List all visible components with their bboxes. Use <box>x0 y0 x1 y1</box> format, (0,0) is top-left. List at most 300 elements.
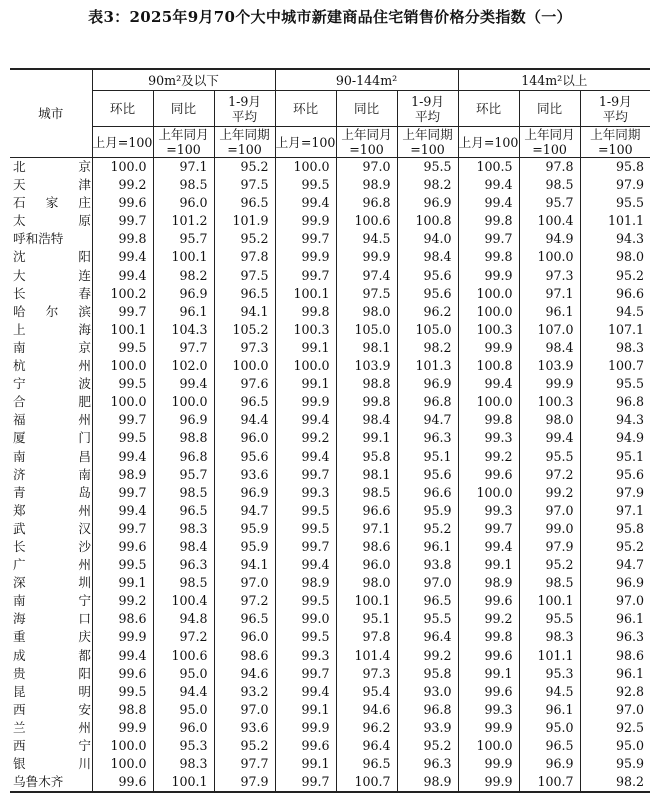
value-cell: 95.2 <box>580 267 650 285</box>
value-cell: 98.8 <box>92 701 153 719</box>
value-cell: 99.4 <box>275 411 336 429</box>
value-cell: 95.6 <box>397 267 458 285</box>
value-cell: 99.7 <box>92 520 153 538</box>
value-cell: 99.9 <box>458 719 519 737</box>
city-name: 成 都 <box>13 647 91 663</box>
table-row <box>10 466 650 484</box>
value-cell: 93.0 <box>397 683 458 701</box>
value-cell: 99.9 <box>458 755 519 773</box>
value-cell: 99.6 <box>458 683 519 701</box>
value-cell: 100.0 <box>275 158 336 177</box>
value-cell: 94.9 <box>519 230 580 248</box>
value-cell: 96.2 <box>397 303 458 321</box>
value-cell: 98.1 <box>336 339 397 357</box>
value-cell: 95.7 <box>153 230 214 248</box>
value-cell: 101.1 <box>580 212 650 230</box>
value-cell: 105.2 <box>214 321 275 339</box>
city-name: 长 沙 <box>13 538 91 554</box>
value-cell: 99.2 <box>397 647 458 665</box>
value-cell: 95.2 <box>214 737 275 755</box>
value-cell: 99.3 <box>458 429 519 447</box>
value-cell: 98.4 <box>153 538 214 556</box>
group-header-medium: 90-144m² <box>275 69 458 91</box>
value-cell: 95.2 <box>397 737 458 755</box>
city-cell <box>10 357 92 375</box>
value-cell: 95.2 <box>214 230 275 248</box>
city-name: 厦 门 <box>13 430 91 446</box>
city-cell <box>10 755 92 773</box>
value-cell: 98.2 <box>397 176 458 194</box>
value-cell: 98.2 <box>397 339 458 357</box>
value-cell: 100.0 <box>458 737 519 755</box>
table-row <box>10 357 650 375</box>
value-cell: 96.3 <box>397 755 458 773</box>
column-name-header: 环比 <box>458 91 519 127</box>
value-cell: 97.5 <box>214 176 275 194</box>
value-cell: 95.6 <box>214 448 275 466</box>
city-cell <box>10 158 92 177</box>
table-row <box>10 701 650 719</box>
value-cell: 99.5 <box>92 339 153 357</box>
value-cell: 95.9 <box>214 538 275 556</box>
value-cell: 99.5 <box>275 176 336 194</box>
value-cell: 94.3 <box>580 411 650 429</box>
table-row <box>10 212 650 230</box>
value-cell: 97.1 <box>519 285 580 303</box>
value-cell: 97.2 <box>214 592 275 610</box>
value-cell: 98.0 <box>519 411 580 429</box>
value-cell: 100.1 <box>153 248 214 266</box>
value-cell: 99.4 <box>275 683 336 701</box>
city-cell <box>10 303 92 321</box>
city-cell <box>10 393 92 411</box>
value-cell: 98.9 <box>92 466 153 484</box>
value-cell: 94.3 <box>580 230 650 248</box>
value-cell: 102.0 <box>153 357 214 375</box>
value-cell: 97.2 <box>519 466 580 484</box>
value-cell: 98.9 <box>336 176 397 194</box>
value-cell: 98.5 <box>153 176 214 194</box>
value-cell: 99.6 <box>92 194 153 212</box>
value-cell: 95.3 <box>519 665 580 683</box>
value-cell: 94.7 <box>580 556 650 574</box>
city-name: 贵 阳 <box>13 665 91 681</box>
value-cell: 96.1 <box>397 538 458 556</box>
value-cell: 100.1 <box>519 592 580 610</box>
table-row <box>10 683 650 701</box>
value-cell: 98.4 <box>397 248 458 266</box>
value-cell: 100.3 <box>519 393 580 411</box>
value-cell: 95.8 <box>336 448 397 466</box>
value-cell: 97.7 <box>214 755 275 773</box>
value-cell: 99.7 <box>92 411 153 429</box>
city-cell <box>10 701 92 719</box>
value-cell: 99.4 <box>92 502 153 520</box>
value-cell: 96.8 <box>336 194 397 212</box>
value-cell: 96.1 <box>519 303 580 321</box>
city-cell <box>10 411 92 429</box>
value-cell: 95.2 <box>214 158 275 177</box>
value-cell: 100.0 <box>92 755 153 773</box>
value-cell: 99.9 <box>92 719 153 737</box>
value-cell: 96.5 <box>214 194 275 212</box>
table-row <box>10 719 650 737</box>
value-cell: 99.1 <box>458 665 519 683</box>
value-cell: 95.1 <box>397 448 458 466</box>
value-cell: 98.8 <box>153 429 214 447</box>
value-cell: 99.5 <box>275 502 336 520</box>
value-cell: 99.0 <box>519 520 580 538</box>
value-cell: 98.4 <box>519 339 580 357</box>
value-cell: 94.0 <box>397 230 458 248</box>
value-cell: 100.1 <box>153 773 214 792</box>
table-row <box>10 574 650 592</box>
value-cell: 99.4 <box>153 375 214 393</box>
value-cell: 96.8 <box>397 701 458 719</box>
city-cell <box>10 719 92 737</box>
table-row <box>10 502 650 520</box>
value-cell: 100.0 <box>519 248 580 266</box>
city-name: 济 南 <box>13 466 91 482</box>
value-cell: 98.3 <box>580 339 650 357</box>
value-cell: 99.6 <box>275 737 336 755</box>
value-cell: 99.9 <box>92 628 153 646</box>
value-cell: 99.4 <box>275 448 336 466</box>
value-cell: 99.1 <box>275 375 336 393</box>
value-cell: 99.5 <box>275 592 336 610</box>
city-name: 大 连 <box>13 267 91 283</box>
value-cell: 105.0 <box>397 321 458 339</box>
value-cell: 100.0 <box>458 303 519 321</box>
value-cell: 94.6 <box>214 665 275 683</box>
value-cell: 97.0 <box>580 701 650 719</box>
value-cell: 97.0 <box>580 592 650 610</box>
value-cell: 95.5 <box>397 610 458 628</box>
value-cell: 97.6 <box>214 375 275 393</box>
city-name: 昆 明 <box>13 683 91 699</box>
city-name: 太 原 <box>13 213 91 229</box>
value-cell: 95.1 <box>336 610 397 628</box>
value-cell: 96.3 <box>397 429 458 447</box>
value-cell: 95.7 <box>153 466 214 484</box>
value-cell: 99.4 <box>92 248 153 266</box>
value-cell: 94.7 <box>397 411 458 429</box>
value-cell: 96.5 <box>519 737 580 755</box>
city-name: 上 海 <box>13 321 91 337</box>
city-cell <box>10 267 92 285</box>
value-cell: 100.7 <box>519 773 580 792</box>
column-base-header: 上月=100 <box>275 127 336 158</box>
value-cell: 100.0 <box>458 484 519 502</box>
value-cell: 99.8 <box>458 411 519 429</box>
value-cell: 98.5 <box>336 484 397 502</box>
value-cell: 95.0 <box>519 719 580 737</box>
table-row <box>10 285 650 303</box>
value-cell: 100.2 <box>92 285 153 303</box>
value-cell: 93.2 <box>214 683 275 701</box>
value-cell: 95.5 <box>397 158 458 177</box>
value-cell: 95.6 <box>397 466 458 484</box>
column-name-header: 同比 <box>336 91 397 127</box>
city-name: 西 安 <box>13 701 91 717</box>
value-cell: 99.4 <box>92 267 153 285</box>
city-cell <box>10 176 92 194</box>
value-cell: 98.5 <box>153 484 214 502</box>
value-cell: 96.3 <box>153 556 214 574</box>
column-name-header: 环比 <box>92 91 153 127</box>
value-cell: 96.1 <box>153 303 214 321</box>
city-cell <box>10 194 92 212</box>
value-cell: 99.6 <box>92 773 153 792</box>
table-row <box>10 592 650 610</box>
city-cell <box>10 212 92 230</box>
value-cell: 98.8 <box>336 375 397 393</box>
value-cell: 95.9 <box>214 520 275 538</box>
value-cell: 95.0 <box>580 737 650 755</box>
value-cell: 96.5 <box>214 610 275 628</box>
value-cell: 92.5 <box>580 719 650 737</box>
value-cell: 101.2 <box>153 212 214 230</box>
value-cell: 99.6 <box>92 665 153 683</box>
value-cell: 97.5 <box>336 285 397 303</box>
value-cell: 96.9 <box>153 411 214 429</box>
value-cell: 99.6 <box>458 647 519 665</box>
value-cell: 99.4 <box>92 448 153 466</box>
city-cell <box>10 466 92 484</box>
value-cell: 100.0 <box>92 737 153 755</box>
city-name: 合 肥 <box>13 394 91 410</box>
value-cell: 99.9 <box>275 393 336 411</box>
city-cell <box>10 448 92 466</box>
value-cell: 98.5 <box>519 176 580 194</box>
value-cell: 99.8 <box>458 628 519 646</box>
city-name: 郑 州 <box>13 502 91 518</box>
value-cell: 100.5 <box>458 158 519 177</box>
table-row <box>10 538 650 556</box>
value-cell: 99.9 <box>275 248 336 266</box>
city-name: 广 州 <box>13 557 91 573</box>
city-cell <box>10 248 92 266</box>
value-cell: 100.7 <box>580 357 650 375</box>
column-base-header: 上年同月 =100 <box>519 127 580 158</box>
table-row <box>10 737 650 755</box>
city-name: 天 津 <box>13 177 91 193</box>
value-cell: 99.5 <box>92 429 153 447</box>
city-cell <box>10 375 92 393</box>
column-base-header: 上年同月 =100 <box>336 127 397 158</box>
value-cell: 99.1 <box>336 429 397 447</box>
value-cell: 103.9 <box>336 357 397 375</box>
value-cell: 96.1 <box>519 701 580 719</box>
value-cell: 96.9 <box>153 285 214 303</box>
value-cell: 99.9 <box>336 248 397 266</box>
value-cell: 94.8 <box>153 610 214 628</box>
value-cell: 99.9 <box>458 267 519 285</box>
value-cell: 99.4 <box>275 194 336 212</box>
value-cell: 99.3 <box>458 502 519 520</box>
city-name: 哈 尔 滨 <box>13 303 91 319</box>
value-cell: 98.5 <box>153 574 214 592</box>
value-cell: 97.7 <box>153 339 214 357</box>
value-cell: 100.0 <box>214 357 275 375</box>
city-cell <box>10 628 92 646</box>
value-cell: 97.3 <box>214 339 275 357</box>
value-cell: 100.0 <box>458 393 519 411</box>
column-name-header: 1-9月 平均 <box>580 91 650 127</box>
value-cell: 100.0 <box>92 357 153 375</box>
city-cell <box>10 683 92 701</box>
value-cell: 94.9 <box>580 429 650 447</box>
value-cell: 99.4 <box>458 176 519 194</box>
city-name: 兰 州 <box>13 719 91 735</box>
value-cell: 99.2 <box>458 448 519 466</box>
city-name: 南 京 <box>13 339 91 355</box>
city-cell <box>10 321 92 339</box>
city-cell <box>10 574 92 592</box>
value-cell: 97.2 <box>153 628 214 646</box>
value-cell: 100.0 <box>153 393 214 411</box>
value-cell: 95.2 <box>397 520 458 538</box>
value-cell: 97.0 <box>214 701 275 719</box>
city-name: 青 岛 <box>13 484 91 500</box>
city-cell <box>10 484 92 502</box>
value-cell: 97.9 <box>214 773 275 792</box>
city-cell <box>10 502 92 520</box>
value-cell: 97.0 <box>336 158 397 177</box>
value-cell: 96.6 <box>336 502 397 520</box>
value-cell: 96.5 <box>397 592 458 610</box>
value-cell: 99.7 <box>92 212 153 230</box>
value-cell: 95.0 <box>153 665 214 683</box>
value-cell: 96.8 <box>153 448 214 466</box>
city-name: 南 宁 <box>13 593 91 609</box>
value-cell: 97.3 <box>519 267 580 285</box>
value-cell: 94.5 <box>519 683 580 701</box>
value-cell: 94.7 <box>214 502 275 520</box>
value-cell: 95.6 <box>580 466 650 484</box>
value-cell: 99.4 <box>519 429 580 447</box>
value-cell: 99.2 <box>92 592 153 610</box>
value-cell: 100.0 <box>458 285 519 303</box>
table-row <box>10 158 650 177</box>
value-cell: 97.9 <box>519 538 580 556</box>
table-row <box>10 520 650 538</box>
value-cell: 99.7 <box>275 538 336 556</box>
city-cell <box>10 773 92 792</box>
value-cell: 94.5 <box>336 230 397 248</box>
value-cell: 101.3 <box>397 357 458 375</box>
value-cell: 96.9 <box>397 375 458 393</box>
city-name: 呼和浩特 <box>13 231 64 247</box>
value-cell: 95.0 <box>153 701 214 719</box>
value-cell: 94.5 <box>580 303 650 321</box>
value-cell: 95.1 <box>580 448 650 466</box>
city-name: 深 圳 <box>13 575 91 591</box>
value-cell: 99.8 <box>92 230 153 248</box>
value-cell: 96.5 <box>214 285 275 303</box>
value-cell: 98.9 <box>275 574 336 592</box>
city-name: 银 川 <box>13 756 91 772</box>
city-name: 海 口 <box>13 611 91 627</box>
table-row <box>10 610 650 628</box>
value-cell: 100.7 <box>336 773 397 792</box>
value-cell: 100.0 <box>275 357 336 375</box>
value-cell: 99.2 <box>458 610 519 628</box>
table-row <box>10 194 650 212</box>
column-bases-row <box>10 127 650 158</box>
table-row <box>10 484 650 502</box>
value-cell: 100.0 <box>92 158 153 177</box>
table-row <box>10 248 650 266</box>
value-cell: 95.6 <box>397 285 458 303</box>
value-cell: 96.8 <box>397 393 458 411</box>
table-title: 表3：2025年9月70个大中城市新建商品住宅销售价格分类指数（一） <box>88 8 572 26</box>
value-cell: 107.1 <box>580 321 650 339</box>
value-cell: 94.1 <box>214 303 275 321</box>
city-cell <box>10 339 92 357</box>
value-cell: 98.5 <box>519 574 580 592</box>
table-row <box>10 429 650 447</box>
value-cell: 99.3 <box>458 701 519 719</box>
value-cell: 96.6 <box>397 484 458 502</box>
city-name: 北 京 <box>13 159 91 174</box>
value-cell: 99.7 <box>92 303 153 321</box>
column-name-header: 环比 <box>275 91 336 127</box>
value-cell: 96.9 <box>214 484 275 502</box>
city-name: 杭 州 <box>13 358 91 374</box>
value-cell: 100.6 <box>153 647 214 665</box>
value-cell: 96.8 <box>580 393 650 411</box>
value-cell: 98.4 <box>336 411 397 429</box>
value-cell: 99.4 <box>458 194 519 212</box>
value-cell: 95.3 <box>153 737 214 755</box>
value-cell: 96.9 <box>519 755 580 773</box>
table-row <box>10 647 650 665</box>
value-cell: 96.1 <box>580 610 650 628</box>
city-name: 武 汉 <box>13 520 91 536</box>
value-cell: 100.1 <box>275 285 336 303</box>
value-cell: 100.6 <box>336 212 397 230</box>
city-cell <box>10 610 92 628</box>
table-row <box>10 321 650 339</box>
city-name: 西 宁 <box>13 738 91 753</box>
value-cell: 99.9 <box>458 339 519 357</box>
table-row <box>10 339 650 357</box>
table-header <box>10 69 650 158</box>
column-name-header: 同比 <box>519 91 580 127</box>
value-cell: 99.7 <box>275 665 336 683</box>
value-cell: 99.8 <box>336 393 397 411</box>
value-cell: 98.2 <box>153 267 214 285</box>
value-cell: 96.0 <box>214 429 275 447</box>
value-cell: 97.8 <box>214 248 275 266</box>
value-cell: 95.8 <box>397 665 458 683</box>
value-cell: 100.1 <box>92 321 153 339</box>
table-row <box>10 628 650 646</box>
city-cell <box>10 647 92 665</box>
value-cell: 100.3 <box>275 321 336 339</box>
value-cell: 96.5 <box>153 502 214 520</box>
value-cell: 96.4 <box>336 737 397 755</box>
value-cell: 101.9 <box>214 212 275 230</box>
value-cell: 99.2 <box>92 176 153 194</box>
value-cell: 96.0 <box>153 194 214 212</box>
column-base-header: 上年同期 =100 <box>580 127 650 158</box>
city-cell <box>10 230 92 248</box>
value-cell: 95.4 <box>336 683 397 701</box>
value-cell: 98.3 <box>519 628 580 646</box>
value-cell: 98.6 <box>214 647 275 665</box>
